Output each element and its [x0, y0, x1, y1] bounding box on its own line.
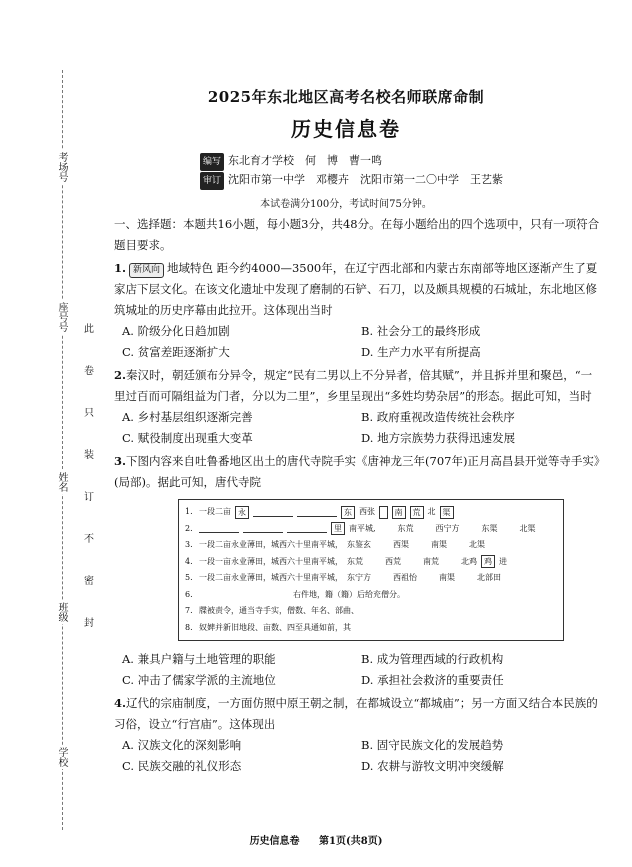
binding-notice-char: 此 — [84, 324, 94, 335]
binding-notice-char: 封 — [84, 618, 94, 629]
question-stem: 秦汉时，朝廷颁布分异令，规定“民有二男以上不分异者，倍其赋”，并且拆并里和聚邑，“一里过百而可隔组益为门者，分以为二里”，乡里呈现出“多姓均势杂居”的形态。据此可知，当时 — [114, 368, 593, 403]
binding-notice-char: 卷 — [84, 366, 94, 377]
question-3 — [114, 451, 600, 691]
new-trend-badge: 新风向 — [129, 263, 164, 278]
credits — [200, 152, 503, 190]
exam-subject-title: 历史信息卷 — [291, 117, 401, 141]
question-number: 1. — [114, 261, 127, 275]
figure-line: 2. 里 南平城, 东荒 西宁方 东渠 北渠 — [185, 523, 536, 534]
option-b: B. 成为管理西域的行政机构 — [361, 652, 504, 666]
reviewer-tag: 审订 — [200, 172, 224, 190]
reviewer-line: 沈阳市第一中学 邓樱卉 沈阳市第一二〇中学 王艺紫 — [228, 173, 504, 186]
binding-notice-char: 订 — [84, 492, 94, 503]
page-footer — [0, 832, 632, 847]
binding-notice-char: 密 — [84, 576, 94, 587]
exam-series-title: 2025年东北地区高考名校名师联席命制 — [207, 88, 485, 106]
option-a: A. 乡村基层组织逐渐完善 — [122, 410, 253, 424]
option-a: A. 兼具户籍与土地管理的职能 — [122, 652, 276, 666]
option-b: B. 政府重视改造传统社会秩序 — [361, 410, 515, 424]
question-2 — [114, 365, 600, 449]
figure-line: 8. 奴婢并新旧地段、亩数、四至具通如前，其 — [185, 622, 351, 632]
figure-line: 5. 一段二亩永业薄田，城西六十里南平城， 东宁方 西祖怡 南渠 北部田 — [185, 573, 501, 582]
question-stem: 下图内容来自吐鲁番地区出土的唐代寺院手实《唐神龙三年(707年)正月高昌县开觉等寺手实》(局部)。据此可知，唐代寺院 — [114, 454, 600, 489]
exam-header — [100, 86, 592, 142]
question-1 — [114, 258, 600, 363]
document-figure — [178, 499, 564, 641]
option-d: D. 承担社会救济的重要责任 — [361, 673, 504, 687]
option-c: C. 赋役制度出现重大变革 — [122, 431, 253, 445]
option-a: A. 阶级分化日趋加剧 — [122, 324, 230, 338]
binding-notice-char: 装 — [84, 450, 94, 461]
option-b: B. 社会分工的最终形成 — [361, 324, 481, 338]
footer-subject: 历史信息卷 — [249, 836, 300, 847]
question-body — [114, 214, 600, 777]
name-label: 姓名 — [56, 472, 67, 492]
class-label: 班级 — [56, 602, 67, 622]
figure-line: 6. 右件地，籍（籍）后给充僧分。 — [185, 589, 405, 599]
author-line: 东北育才学校 何 博 曹一鸣 — [228, 154, 383, 167]
binding-notice-char: 不 — [84, 534, 94, 545]
question-number: 2. — [114, 368, 127, 382]
exam-note: 本试卷满分100分，考试时间75分钟。 — [260, 199, 432, 210]
section-heading: 一、选择题：本题共16小题，每小题3分，共48分。在每小题给出的四个选项中，只有一项符合题目要求。 — [114, 217, 600, 252]
binding-notice-char: 只 — [84, 408, 94, 419]
option-b: B. 固守民族文化的发展趋势 — [361, 738, 504, 752]
school-label: 学校 — [56, 747, 67, 767]
author-tag: 编写 — [200, 153, 224, 171]
figure-line: 1. 一段二亩 永 东 西张 南 荒 北 渠 — [185, 504, 557, 521]
seat-label: 座号号 — [56, 302, 67, 332]
exam-room-label: 考场号 — [56, 152, 67, 182]
figure-line: 3. 一段二亩永业薄田，城西六十里南平城， 东鉴玄 西渠 南渠 北渠 — [185, 540, 485, 549]
option-a: A. 汉族文化的深刻影响 — [122, 738, 242, 752]
figure-line: 4. 一段一亩永业薄田，城西六十里南平城， 东荒 西荒 南荒 北鸡 鸡 进 — [185, 556, 507, 567]
binding-line — [62, 70, 63, 830]
option-d: D. 地方宗族势力获得迅速发展 — [361, 431, 516, 445]
option-d: D. 农耕与游牧文明冲突缓解 — [361, 759, 504, 773]
page-number: 第1页(共8页) — [319, 836, 383, 847]
question-number: 3. — [114, 454, 127, 468]
figure-line: 7. 牒被责令，通当寺手实，僧数、年名、部曲、 — [185, 606, 359, 615]
option-d: D. 生产力水平有所提高 — [361, 345, 481, 359]
question-stem: 辽代的宗庙制度，一方面仿照中原王朝之制，在都城设立“都城庙”；另一方面又结合本民族的习俗，设立“行宫庙”。这体现出 — [114, 696, 598, 731]
option-c: C. 民族交融的礼仪形态 — [122, 759, 242, 773]
question-number: 4. — [114, 696, 127, 710]
question-stem: 地域特色 距今约4000—3500年，在辽宁西北部和内蒙古东南部等地区逐渐产生了夏家店下层文化。在该文化遗址中发现了磨制的石铲、石刀，以及颇具规模的石城址，东北地区修筑城址的历史序幕由此拉开。这体现出当时 — [114, 261, 598, 317]
option-c: C. 贫富差距逐渐扩大 — [122, 345, 230, 359]
option-c: C. 冲击了儒家学派的主流地位 — [122, 673, 276, 687]
question-4 — [114, 693, 600, 777]
